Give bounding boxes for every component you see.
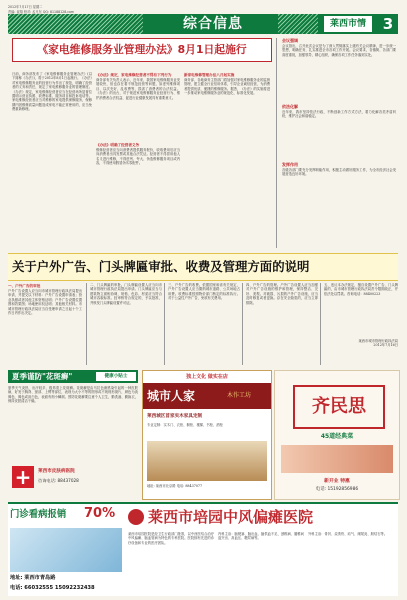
furniture-body: 专业定制：实木门、衣柜、橱柜、楼梯、书柜、酒柜	[147, 423, 223, 427]
headline-2-bar	[8, 253, 398, 281]
hospital-photo	[10, 528, 122, 572]
column-divider	[276, 38, 277, 248]
hospital-dept-2	[308, 532, 394, 594]
article3-col-4: 四、户外广告的管理。户外广告设置人应当加强对户外广告设施的维护和管理，保持整洁、完好、美观。对破损、污损的户外广告设施，应当及时修复或者更换。存在安全隐患的，应当立即排除。	[242, 283, 318, 365]
article2-subhead-2: 依法化解	[282, 104, 298, 109]
editor-line: 责编: 崔翔 校对: 孟凡东 QQ: 81188128.com	[8, 10, 75, 14]
hospital-dept-1	[218, 532, 304, 594]
health-title-bar	[8, 370, 138, 383]
article1-subhead-right: 新家电维修管理办法八月起实施	[184, 73, 235, 77]
hospital-ad	[8, 502, 398, 596]
article2-column	[282, 38, 396, 250]
newspaper-brand: 莱西市情	[324, 16, 372, 32]
article1-body-right: 商务部、各地商务主管部门将加强对家电维修服务业的监督管理，建立健全行业信用体系，引导企业诚信经营，为消费者提供优质、便捷的维修服务。据悉，《办法》的实施将进一步推动家电维修服务业的规范化、标准化发展。	[184, 78, 270, 96]
furniture-slogan: 莱西城区首家实木家具定制	[147, 414, 203, 419]
hospital-phone: 电话: 66032555 15092232438	[10, 585, 95, 591]
article3-col-3: 三、户外广告的收费。依据国家和省有关规定，户外广告设置人应当缴纳城市道路、公共场地占用费。收费标准按照物价部门核定的标准执行。对于公益性户外广告，免收有关费用。	[164, 283, 240, 365]
banner-stripes-right	[278, 14, 318, 34]
article3-date: 2012年7月16日	[373, 343, 398, 348]
health-phone: 咨询电话: 88437028	[38, 478, 79, 483]
article2-body-2: 近年来，我市坚持依法行政，不断创新工作方式方法，着力化解各类矛盾纠纷，维护社会和谐稳定。	[282, 110, 396, 119]
health-title: 夏季谨防"花斑癣"	[12, 372, 73, 381]
hospital-intro: 莱西市培园医院是经卫生行政部门批准，以中西医结合治疗中风偏瘫、脑血管病为特色的专科医院。医院拥有先进的诊疗设备和专业的医疗团队。	[128, 532, 214, 545]
article1-col-left: 日前，商务部发布了《家电维修服务业管理办法》(以下简称《办法》)，将于2012年8月1日起施行。《办法》对家电维修服务业的经营行为作出了规范，明确了经营者的义务和责任，规定了家电维修服务业的管理制度。《办法》规定，家电维修经营者应当在经营场所显著位置明示营业执照、收费标准、服务项目和投诉电话等。家电维修经营者应当对维修的家电提供保修服务，保修期内因维修质量问题造成家电不能正常使用的，应当免费重新修理。	[12, 72, 92, 112]
restaurant-seal	[293, 385, 385, 429]
banner-stripes-left	[8, 14, 143, 34]
hospital-title-bar	[128, 506, 396, 528]
furniture-brand-sub: 木作工坊	[227, 392, 252, 399]
headline-1: 《家电维修服务业管理办法》8月1日起施行	[37, 43, 247, 56]
furniture-address: 地址: 莱西市北京路 电话: 88437077	[147, 484, 203, 488]
restaurant-seal-name: 齐民思	[312, 396, 366, 417]
furniture-brand-name: 城市人家	[147, 389, 196, 403]
hospital-address: 地址: 莱西市青岛路	[10, 575, 56, 581]
furniture-brand-top: 独上文化 做实在店	[186, 374, 228, 380]
hospital-name: 莱西市培园中风偏瘫医院	[148, 508, 314, 526]
medical-cross-icon: +	[12, 466, 34, 488]
article2-subhead-3: 发挥作用	[282, 162, 298, 167]
furniture-ad	[142, 370, 272, 500]
headline-2: 关于户外广告、门头牌匾审批、收费及管理方面的说明	[12, 259, 310, 274]
hospital-dept-1-text: 内科主治：脑梗塞、脑出血、脑供血不足、颈椎病、腰椎间盘突出、高血压、糖尿病等。	[218, 532, 304, 541]
furniture-photo	[147, 441, 267, 481]
article1-col-right	[184, 72, 270, 248]
article2-body-3: 各级各部门要充分发挥职能作用，积极主动做好服务工作，为全市经济社会发展营造良好环境。	[282, 168, 396, 177]
article3-col-1-text: 户外广告设置人应当向市城市管理行政执法局提出申请，并提交以下材料：户外广告设置申请表；营业执照或者其他主体资格证明；户外广告设置位置图和效果图；场地使用权证明；其他相关材料。市城市管理行政执法局应当自受理申请之日起十个工作日内作出决定。	[8, 289, 82, 316]
article2-body-1: 会议指出，召开此次会议是为了深入贯彻落实上级有关会议精神，进一步统一思想，明确任务，扎实推进全市各项工作开展。会议要求，各镇街、各部门要高度重视，加强领导，精心组织，确保各项工作任务落到实处。	[282, 44, 396, 57]
health-tag: 健康小贴士	[96, 372, 136, 381]
article3-body	[8, 283, 398, 365]
restaurant-phone: 电话: 15192856986	[315, 487, 359, 492]
hospital-badge-text: 门诊看病报销	[10, 509, 67, 520]
article1-subhead-mid: 《办法》规定，家电维修经营者不得有下列行为	[96, 73, 172, 77]
page-number: 3	[382, 15, 394, 33]
article3-source: 莱西市城市管理行政执法局	[358, 339, 398, 343]
hospital-dept-2-text: 外科主治：骨折、烧烫伤、疝气、阑尾炎、胆结石等。	[308, 532, 388, 536]
hospital-percent: 70%	[84, 506, 116, 521]
article1-body-mid: 商务部有关负责人表示，近年来，我国家电维修服务业发展较快，但也存在着不规范经营等问题，如虚列维修项目、以次充好、乱收费等，损害了消费者的合法权益。《办法》的出台，对于规范家电维修服务业经营行为、维护消费者合法权益、促进行业健康发展具有重要意义。	[96, 78, 180, 100]
article1-body-mid2: 维修经营者应当向消费者提供服务报价，收取费用后应当向消费者出具发票或其他合法凭证。经营者不得冒用他人名义进行维修，不得虚列、夸大、伪造维修服务项目或内容，不得使用假冒伪劣零配件。	[96, 148, 180, 166]
health-footer: 莱西市皮肤病医院	[38, 469, 75, 474]
article3-subhead: 一、户外广告的审批	[8, 284, 41, 288]
furniture-brand-band	[143, 383, 271, 409]
headline-box	[12, 38, 272, 62]
article3-col-2: 二、门头牌匾的审批。门头牌匾设置人应当向市城市管理行政执法局提出申请。门头牌匾应当与建筑物立面相协调，规格、色彩、材质应当符合城市容貌标准。经审核符合规定的，予以批准，并核发门头牌匾设置许可证。	[86, 283, 162, 365]
hospital-left-panel	[8, 504, 124, 596]
article3-col-5-text: 五、违反本办法规定，擅自设置户外广告、门头牌匾的，由市城市管理行政执法局责令限期改正，并依法处以罚款。咨询电话：88400223	[324, 283, 398, 296]
health-tips-box	[8, 370, 138, 498]
article1-subhead-mid2: 《办法》明确了经营者义务	[96, 143, 140, 147]
article3-col-1	[8, 283, 82, 365]
section-banner	[8, 14, 398, 34]
article3-col-5	[320, 283, 398, 365]
article1-col-mid	[96, 72, 180, 248]
restaurant-desc: 新开业 特惠	[324, 479, 350, 484]
restaurant-sub: 45道经典菜	[320, 433, 354, 440]
restaurant-photo	[281, 445, 393, 473]
article2-subhead-1: 会议强调	[282, 38, 298, 43]
health-body: 夏季天气炎热，出汗较多，极易患上花斑癣。花斑癣是由马拉色菌感染引起的一种皮肤病，好发于胸背、颈部、上臂等部位，表现为大小不等的圆形或不规则形斑片，颜色为淡褐色、褐色或淡白色，表面有细小鳞屑。预防花斑癣要注意个人卫生，勤洗澡、勤换衣，保持皮肤清洁干燥。	[8, 386, 138, 404]
section-title: 综合信息	[183, 16, 243, 32]
restaurant-ad	[274, 370, 400, 500]
hospital-logo-icon	[128, 509, 144, 525]
date-line: 2012年7月17日 星期二	[8, 5, 43, 9]
